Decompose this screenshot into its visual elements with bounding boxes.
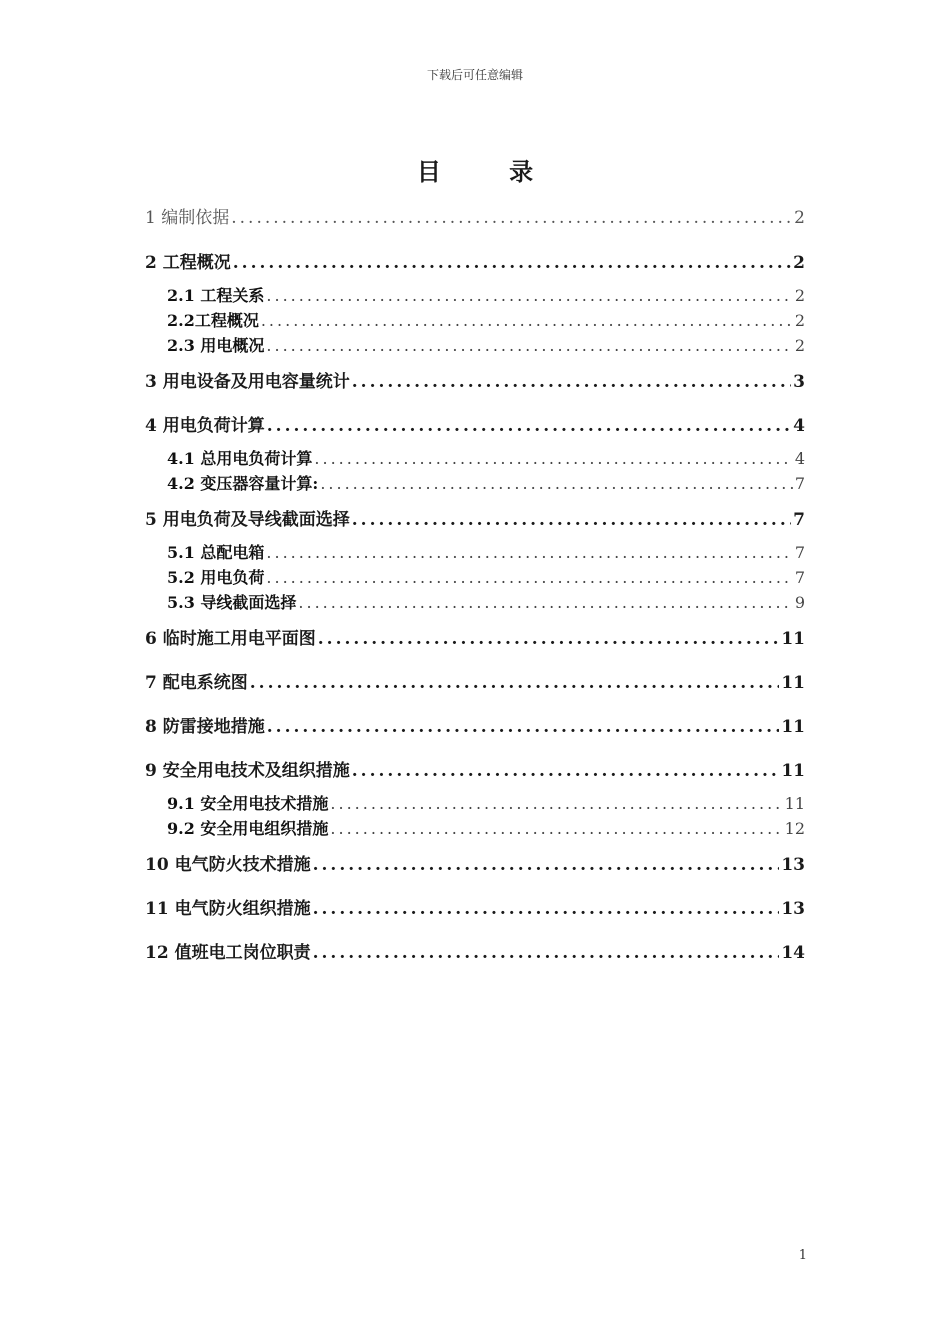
dot-leader [298, 593, 792, 612]
dot-leader [266, 543, 792, 562]
toc-entry[interactable] [145, 248, 805, 273]
toc-entry[interactable] [145, 894, 805, 919]
dot-leader [266, 568, 792, 587]
toc-entry-page: 2 [793, 253, 805, 273]
header-note: 下载后可任意编辑 [426, 68, 523, 82]
toc-entry-label: 4.2 变压器容量计算: [167, 474, 319, 493]
toc-entry-label: 3 用电设备及用电容量统计 [145, 372, 350, 392]
toc-entry[interactable] [145, 938, 805, 963]
toc-entry-page: 4 [793, 416, 805, 436]
toc-entry-page: 3 [793, 372, 805, 392]
toc-entry-page: 2 [794, 286, 805, 305]
toc-entry-label: 1 编制依据 [145, 208, 230, 228]
dot-leader [318, 629, 780, 649]
toc-entry-page: 4 [794, 449, 805, 468]
toc-entry-page: 7 [794, 474, 805, 493]
toc-entry-label: 2.1 工程关系 [167, 286, 265, 305]
toc-subentry[interactable] [167, 540, 805, 563]
toc-entry-label: 9.1 安全用电技术措施 [167, 794, 329, 813]
toc-entry-page: 11 [781, 673, 805, 693]
toc-entry-page: 11 [781, 629, 805, 649]
toc-subentry[interactable] [167, 816, 805, 839]
dot-leader [313, 855, 780, 875]
toc-entry-label: 11 电气防火组织措施 [145, 899, 311, 919]
toc-entry[interactable] [145, 756, 805, 781]
toc-entry-page: 12 [784, 819, 805, 838]
toc-entry-page: 11 [784, 794, 805, 813]
toc-subentry[interactable] [167, 791, 805, 814]
dot-leader [250, 673, 780, 693]
toc-entry-label: 4 用电负荷计算 [145, 416, 265, 436]
toc-entry-page: 2 [794, 208, 805, 228]
dot-leader [314, 449, 792, 468]
toc-entry-page: 11 [781, 761, 805, 781]
toc-entry-page: 2 [794, 336, 805, 355]
toc-entry-label: 5 用电负荷及导线截面选择 [145, 510, 350, 530]
toc-entry[interactable] [145, 850, 805, 875]
toc-subentry[interactable] [167, 333, 805, 356]
dot-leader [267, 416, 791, 436]
toc-entry[interactable] [145, 203, 805, 228]
dot-leader [352, 510, 791, 530]
dot-leader [330, 819, 782, 838]
toc-subentry[interactable] [167, 308, 805, 331]
toc-entry-label: 9 安全用电技术及组织措施 [145, 761, 350, 781]
toc-entry[interactable] [145, 367, 805, 392]
toc-entry-label: 12 值班电工岗位职责 [145, 943, 311, 963]
toc-subentry[interactable] [167, 565, 805, 588]
toc-entry-page: 7 [794, 568, 805, 587]
toc-title: 目 录 [416, 157, 564, 186]
dot-leader [313, 899, 780, 919]
dot-leader [320, 474, 792, 493]
toc-entry-label: 2.3 用电概况 [167, 336, 265, 355]
footer-page-number: 1 [798, 1248, 807, 1263]
toc-entry-page: 14 [781, 943, 805, 963]
toc-entry[interactable] [145, 505, 805, 530]
toc-entry-label: 4.1 总用电负荷计算 [167, 449, 313, 468]
toc-entry-label: 5.1 总配电箱 [167, 543, 265, 562]
toc-entry-label: 7 配电系统图 [145, 673, 248, 693]
toc-entry-label: 9.2 安全用电组织措施 [167, 819, 329, 838]
dot-leader [231, 208, 792, 228]
toc-entry-page: 7 [794, 543, 805, 562]
toc-entry-page: 11 [781, 717, 805, 737]
dot-leader [266, 336, 792, 355]
toc-entry-label: 8 防雷接地措施 [145, 717, 265, 737]
toc-entry[interactable] [145, 668, 805, 693]
dot-leader [352, 372, 791, 392]
toc-subentry[interactable] [167, 446, 805, 469]
toc-entry[interactable] [145, 712, 805, 737]
dot-leader [313, 943, 780, 963]
toc-entry-page: 13 [781, 899, 805, 919]
dot-leader [330, 794, 782, 813]
toc-entry-page: 13 [781, 855, 805, 875]
toc-entry[interactable] [145, 411, 805, 436]
toc-entry[interactable] [145, 624, 805, 649]
dot-leader [266, 286, 792, 305]
toc-subentry[interactable] [167, 590, 805, 613]
toc-entry-page: 9 [794, 593, 805, 612]
dot-leader [261, 311, 793, 330]
toc-entry-label: 2 工程概况 [145, 253, 231, 273]
toc-entry-label: 5.2 用电负荷 [167, 568, 265, 587]
dot-leader [267, 717, 780, 737]
toc-entry-label: 2.2工程概况 [167, 311, 259, 330]
toc-entry-page: 2 [794, 311, 805, 330]
dot-leader [233, 253, 791, 273]
toc-entry-label: 5.3 导线截面选择 [167, 593, 297, 612]
toc-entry-page: 7 [793, 510, 805, 530]
toc-subentry[interactable] [167, 283, 805, 306]
dot-leader [352, 761, 780, 781]
toc-entry-label: 6 临时施工用电平面图 [145, 629, 316, 649]
toc-subentry[interactable] [167, 471, 805, 494]
toc-entry-label: 10 电气防火技术措施 [145, 855, 311, 875]
